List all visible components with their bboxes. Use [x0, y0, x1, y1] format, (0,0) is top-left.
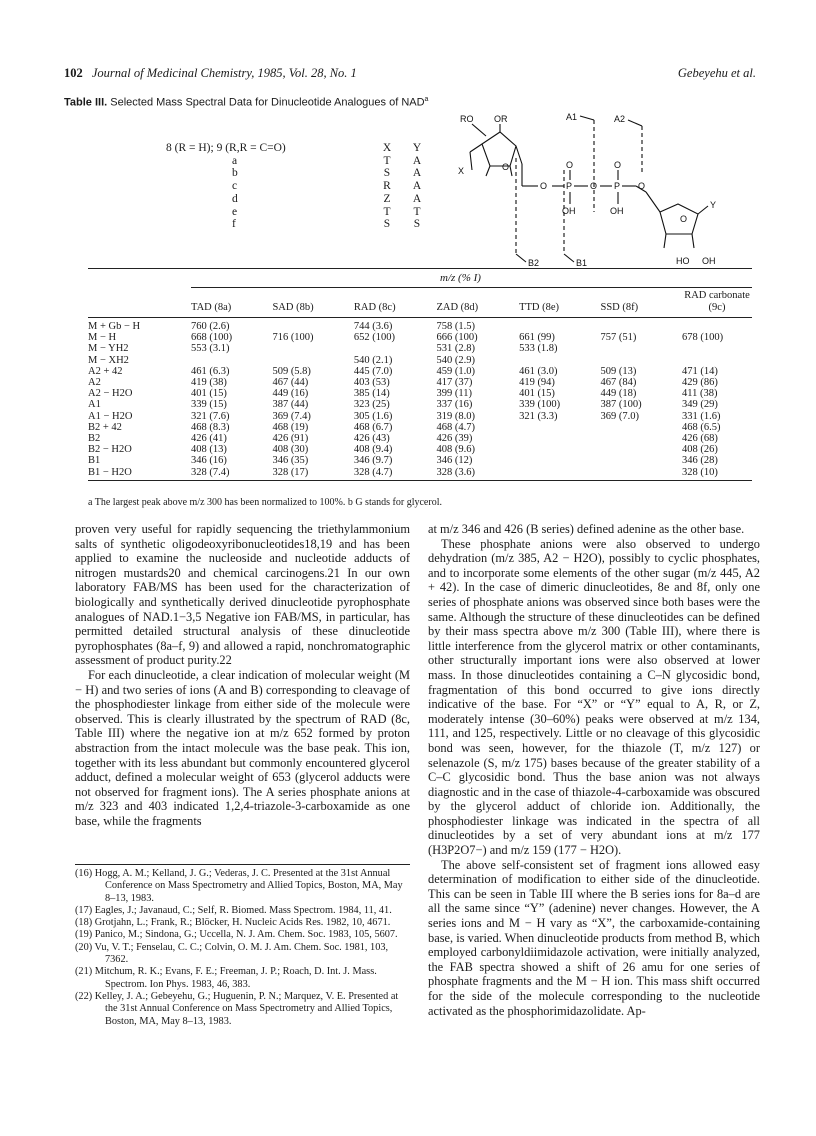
table-cell: 411 (38)	[682, 388, 718, 400]
row-label: M − H	[88, 332, 117, 344]
table-cell: 408 (30)	[272, 444, 309, 456]
structure-label-b1: B1	[576, 258, 588, 268]
table-cell: 468 (6.7)	[353, 421, 393, 433]
structure-label-ring-o: O	[680, 214, 688, 224]
table-cell: 401 (15)	[191, 388, 227, 400]
body-column-right	[428, 522, 760, 1018]
table-cell: 387 (44)	[272, 399, 309, 411]
table-cell: 408 (9.6)	[436, 444, 475, 456]
structure-label-o: O	[638, 181, 646, 191]
reference: (21) Mitchum, R. K.; Evans, F. E.; Freeman, J. P.; Roach, D. Int. J. Mass. Spectrom. Ion Phys. 1983, 46, 383.	[75, 966, 377, 990]
table-cell: 399 (11)	[436, 388, 472, 400]
table-cell: 445 (7.0)	[353, 365, 393, 377]
row-label: B1	[88, 455, 101, 467]
table-cell: 760 (2.6)	[191, 321, 230, 332]
table-cell	[601, 467, 683, 481]
key-header-row	[166, 142, 432, 155]
structure-label-ring-o: O	[502, 162, 510, 172]
structure-label-o: O	[566, 160, 574, 170]
mass-spectral-table	[88, 290, 752, 481]
table-cell: 468 (8.3)	[191, 421, 230, 433]
key-cell: T	[413, 205, 421, 218]
table-cell: 321 (3.3)	[519, 410, 558, 422]
paragraph: The above self-consistent set of fragment ions allowed easy determination of modification to either side of the dinucleotide. This can be seen in Table III where the B series ions for 8a–d are all the same since “Y” (adenine) never changes. However, the A series ions and M − H vary as “X”, the carboxamide-containing base, is varied. When dinucleotide products from method B, which employed carbonyldiimidazole activation, were initially analyzed, the FAB spectra showed a shift of 26 amu for one series of phosphate fragments and the M − H ion. This mass shift occurred for the side of the molecule corresponding to the nucleotide activated as the phosphorimidazolidate. Ap-	[428, 857, 760, 1018]
table-cell: 346 (9.7)	[353, 455, 393, 467]
table-row	[88, 388, 752, 399]
table-row	[88, 366, 752, 377]
key-cell: T	[383, 154, 391, 167]
structure-label-ho: HO	[676, 256, 690, 266]
table-cell: 449 (16)	[272, 388, 309, 400]
table-cell	[601, 355, 683, 366]
row-label: A1	[88, 399, 101, 411]
column-header: SAD (8b)	[272, 290, 353, 318]
table-cell	[354, 343, 437, 354]
table-cell: 328 (3.6)	[436, 467, 519, 481]
table-cell: 346 (16)	[191, 455, 227, 467]
page-number: 102	[64, 66, 83, 80]
structure-label-o: O	[614, 160, 622, 170]
table-cell: 346 (12)	[436, 455, 473, 467]
key-header-x: X	[382, 142, 392, 154]
key-row	[166, 167, 432, 180]
table-cell	[519, 455, 600, 466]
table-cell: 346 (28)	[682, 455, 718, 467]
table-cell	[519, 422, 600, 433]
table-cell: 461 (6.3)	[191, 365, 230, 377]
table-cell	[601, 444, 683, 455]
key-cell: A	[412, 192, 422, 205]
mz-header: m/z (% I)	[440, 272, 481, 284]
table-cell	[601, 422, 683, 433]
column-header: RAD (8c)	[354, 290, 437, 318]
table-cell: 716 (100)	[272, 332, 314, 344]
table-cell: 553 (3.1)	[191, 343, 230, 355]
structure-label-a2: A2	[614, 114, 626, 124]
reference: (20) Vu, V. T.; Fenselau, C. C.; Colvin, O. M. J. Am. Chem. Soc. 1981, 103, 7362.	[75, 941, 389, 966]
table-cell: 678 (100)	[682, 332, 724, 344]
paragraph: at m/z 346 and 426 (B series) defined adenine as the other base.	[428, 522, 745, 536]
table-cell: 468 (4.7)	[436, 421, 475, 433]
reference: (19) Panico, M.; Sindona, G.; Uccella, N. J. Am. Chem. Soc. 1983, 105, 5607.	[75, 929, 398, 941]
table-cell: 461 (3.0)	[519, 365, 558, 377]
table-cell: 468 (19)	[272, 421, 309, 433]
paragraph: For each dinucleotide, a clear indication of molecular weight (M − H) and two series of ions (A and B) corresponding to cleavage of the phosphodiester linkage from either side of the molecule were observed. This is clearly illustrated by the spectrum of RAD (8c, Table III) where the negative ion at m/z 652 formed by proton abstraction from the intact molecule was the base peak. This ion, together with its less abundant but commonly encountered glycerol adduct, defined a molecular weight of 653 (glycerol adducts were not observed for fragment ions). The A series phosphate anions at m/z 323 and 403 indicated 1,2,4-triazole-3-carboxamide as one base, while the fragments	[75, 667, 410, 828]
table-cell: 408 (9.4)	[353, 444, 393, 456]
table-row	[88, 399, 752, 410]
column-header: TTD (8e)	[519, 290, 600, 318]
table-cell: 408 (26)	[682, 444, 718, 456]
paragraph: These phosphate anions were also observed to undergo dehydration (m/z 385, A2 − H2O), possibly to cyclic phosphates, and to incorporate some elements of the other sugar (m/z 445, A2 + 42). In the case of dimeric dinucleotides, 8e and 8f, only one series of phosphate anions was observed since both bases were the same. Although the structure of these dinucleotides can be defined by their mass spectra above m/z 300 (Table III), where there is little interference from the glycerol matrix or other contaminants, other structurally important ions were also observed at lower mass. In those dinucleotides containing a C–N glycosidic bond, fragmentation of this bond occurred to give ions directly indicative of the base. For “X” or “Y” equal to A, R, or Z, moderately intense (30–60%) peaks were observed at m/z 134, 111, and 125, respectively. Little or no cleavage of this glycosidic bond was seen, however, for the thiazole (T, m/z 127) or selenazole (S, m/z 175) bases because of the greater stability of a C–C glycosidic bond. Thus the base anion was not always diagnostic and in the case of thiazole-4-carboxamide was obscured by the glycerol adduct of chloride ion. Additionally, the phosphodiester linkage was indicated in the spectra of all dinucleotides by a set of very abundant ions at m/z 177 (H3P2O7−) and m/z 159 (177 − H2O).	[428, 536, 760, 858]
reference: (18) Grotjahn, L.; Frank, R.; Blöcker, H. Nucleic Acids Res. 1982, 10, 4671.	[75, 917, 391, 929]
table-caption-text: Selected Mass Spectral Data for Dinucleotide Analogues of NAD	[110, 96, 425, 109]
table-cell: 328 (17)	[272, 467, 353, 481]
table-footnote: a The largest peak above m/z 300 has been normalized to 100%. b G stands for glycerol.	[88, 497, 442, 508]
row-label: A2	[88, 377, 101, 389]
key-cell: R	[383, 180, 391, 193]
row-label: A2 + 42	[88, 365, 123, 377]
table-cell	[272, 318, 353, 333]
table-cell	[601, 455, 683, 466]
column-header: ZAD (8d)	[436, 290, 519, 318]
table-cell: 369 (7.4)	[272, 410, 311, 422]
table-cell: 471 (14)	[682, 365, 718, 377]
table-cell: 426 (43)	[353, 433, 390, 445]
body-column-left	[75, 522, 410, 828]
table-caption-label: Table III.	[64, 96, 108, 109]
table-cell: 449 (18)	[600, 388, 637, 400]
key-row	[166, 206, 432, 219]
key-cell: c	[232, 180, 238, 193]
table-cell	[682, 343, 752, 354]
row-label: B2 − H2O	[88, 444, 132, 456]
table-cell: 387 (100)	[600, 399, 642, 411]
table-cell	[519, 355, 600, 366]
row-label: A1 − H2O	[88, 410, 133, 422]
structure-label-b2: B2	[528, 258, 540, 268]
table-cell: 467 (44)	[272, 377, 309, 389]
table-cell: 319 (8.0)	[436, 410, 475, 422]
key-cell: A	[412, 154, 422, 167]
journal-citation: Journal of Medicinal Chemistry, 1985, Vol. 28, No. 1	[91, 66, 357, 80]
table-cell	[519, 318, 600, 333]
mz-rule	[191, 287, 752, 288]
structure-label-o: O	[540, 181, 548, 191]
row-label: B2	[88, 433, 101, 445]
key-cell: S	[383, 218, 391, 231]
table-body	[88, 318, 752, 481]
table-cell	[682, 355, 752, 366]
table-cell: 540 (2.9)	[436, 354, 475, 366]
table-cell: 744 (3.6)	[353, 321, 393, 332]
table-cell: 419 (38)	[191, 377, 227, 389]
table-cell	[272, 343, 353, 354]
structure-label-oh3: OH	[702, 256, 716, 266]
table-row	[88, 467, 752, 481]
column-header: TAD (8a)	[191, 290, 272, 318]
table-cell: 339 (100)	[519, 399, 561, 411]
row-label: M − XH2	[88, 354, 129, 366]
key-cell: e	[232, 205, 238, 218]
table-cell: 758 (1.5)	[436, 321, 475, 332]
table-cell: 468 (6.5)	[682, 421, 721, 433]
table-cell: 509 (5.8)	[272, 365, 311, 377]
reference: (16) Hogg, A. M.; Kelland, J. G.; Vederas, J. C. Presented at the 31st Annual Conference on Mass Spectrometry and Allied Topics, Boston, MA, May 8–13, 1983.	[75, 868, 403, 904]
row-label: A2 − H2O	[88, 388, 133, 400]
table-row	[88, 355, 752, 366]
table-cell	[519, 467, 600, 481]
table-row	[88, 455, 752, 466]
key-header-compound: 8 (R = H); 9 (R,R = C=O)	[166, 142, 286, 154]
structure-label-or: OR	[494, 114, 508, 124]
table-cell: 757 (51)	[600, 332, 637, 344]
key-row	[166, 193, 432, 206]
table-cell	[191, 355, 272, 366]
key-cell: a	[232, 154, 238, 167]
table-cell: 328 (10)	[682, 467, 752, 481]
row-label: M + Gb − H	[88, 321, 141, 332]
column-header: SSD (8f)	[601, 290, 683, 318]
references-rule	[75, 864, 410, 865]
table-row	[88, 411, 752, 422]
table-cell: 426 (41)	[191, 433, 227, 445]
table-cell: 403 (53)	[353, 377, 390, 389]
table-cell: 467 (84)	[600, 377, 637, 389]
table-cell: 426 (68)	[682, 433, 718, 445]
table-cell: 531 (2.8)	[436, 343, 475, 355]
table-cell	[682, 318, 752, 333]
key-cell: b	[232, 167, 238, 180]
paragraph: proven very useful for rapidly sequencing the triethylammonium salts of synthetic oligodeoxyribonucleotides18,19 and has been applied to examine the nucleoside and nucleotide adducts of nitrogen mustards20 and chemical carcinogens.21 In our own laboratory FAB/MS has been used for the characterization of biologically and synthetically derived dinucleotide pyrophosphate analogues of NAD.1−3,5 Negative ion FAB/MS, in particular, has permitted detailed structural analysis of these dinucleotide pyrophosphates (8a–f, 9) and allowed a rapid, nonchromatographic assessment of product purity.22	[75, 522, 410, 668]
table-cell: 328 (7.4)	[191, 467, 272, 481]
key-row	[166, 180, 432, 193]
table-cell: 417 (37)	[436, 377, 473, 389]
table-top-rule	[88, 268, 752, 269]
key-cell: d	[232, 192, 238, 205]
table-cell: 661 (99)	[519, 332, 555, 344]
structure-label-oh1: OH	[562, 206, 576, 216]
table-row	[88, 377, 752, 388]
structure-label-o: O	[590, 181, 598, 191]
key-cell: A	[412, 167, 422, 180]
table-row	[88, 444, 752, 455]
structure-label-x: X	[458, 166, 465, 176]
row-label-header	[88, 290, 191, 318]
compound-key	[166, 142, 432, 231]
table-cell: 305 (1.6)	[353, 410, 393, 422]
references	[75, 864, 410, 1028]
dinucleotide-structure-diagram	[452, 112, 744, 270]
table-cell: 339 (15)	[191, 399, 227, 411]
table-caption	[64, 96, 428, 109]
row-label: B1 − H2O	[88, 467, 191, 481]
table-cell: 337 (16)	[436, 399, 473, 411]
table-row	[88, 433, 752, 444]
table-cell: 429 (86)	[682, 377, 718, 389]
table-row	[88, 332, 752, 343]
table-cell: 331 (1.6)	[682, 410, 721, 422]
table-cell: 321 (7.6)	[191, 410, 230, 422]
table-cell: 540 (2.1)	[353, 354, 393, 366]
table-cell: 666 (100)	[436, 332, 478, 344]
running-authors: Gebeyehu et al.	[677, 66, 756, 80]
key-cell: S	[413, 218, 421, 231]
reference: (22) Kelley, J. A.; Gebeyehu, G.; Huguenin, P. N.; Marquez, V. E. Presented at the 31st Annual Conference on Mass Spectrometry and Allied Topics, Boston, MA, May 8–13, 1983.	[75, 990, 399, 1027]
table-cell: 509 (13)	[600, 365, 637, 377]
table-caption-sup: a	[424, 96, 429, 103]
table-cell: 346 (35)	[272, 455, 309, 467]
table-row	[88, 343, 752, 354]
table-cell: 419 (94)	[519, 377, 555, 389]
structure-label-y: Y	[710, 200, 717, 210]
structure-label-p1: P	[566, 181, 573, 191]
running-header	[64, 66, 756, 84]
key-cell: f	[232, 218, 236, 231]
key-cell: S	[383, 167, 391, 180]
table-cell: 408 (13)	[191, 444, 227, 456]
table-cell: 369 (7.0)	[600, 410, 639, 422]
table-cell	[601, 343, 683, 354]
row-label: B2 + 42	[88, 421, 122, 433]
table-cell: 459 (1.0)	[436, 365, 475, 377]
table-cell	[601, 433, 683, 444]
table-cell: 426 (39)	[436, 433, 473, 445]
table-cell	[519, 444, 600, 455]
table-cell: 668 (100)	[191, 332, 233, 344]
structure-bonds	[470, 116, 708, 262]
table-cell	[519, 433, 600, 444]
key-header-y: Y	[412, 142, 422, 154]
key-row	[166, 155, 432, 168]
table-cell: 328 (4.7)	[354, 467, 437, 481]
row-label: M − YH2	[88, 343, 129, 355]
column-header: RAD carbonate (9c)	[682, 290, 752, 318]
table-cell: 401 (15)	[519, 388, 555, 400]
structure-label-oh2: OH	[610, 206, 624, 216]
table-cell: 385 (14)	[353, 388, 390, 400]
reference: (17) Eagles, J.; Javanaud, C.; Self, R. Biomed. Mass Spectrom. 1984, 11, 41.	[75, 904, 392, 916]
table-cell	[272, 355, 353, 366]
table-cell: 323 (25)	[353, 399, 390, 411]
table-row	[88, 422, 752, 433]
table-header-row	[88, 290, 752, 318]
key-row	[166, 218, 432, 231]
table-cell	[601, 318, 683, 333]
table-row	[88, 318, 752, 333]
key-cell: Z	[383, 192, 391, 205]
table-cell: 652 (100)	[353, 332, 395, 344]
key-cell: T	[383, 205, 391, 218]
table-cell: 349 (29)	[682, 399, 718, 411]
key-cell: A	[412, 180, 422, 193]
table-cell: 533 (1.8)	[519, 343, 558, 355]
table-cell: 426 (91)	[272, 433, 309, 445]
structure-label-a1: A1	[566, 112, 578, 122]
structure-label-ro: RO	[460, 114, 474, 124]
structure-label-p2: P	[614, 181, 621, 191]
